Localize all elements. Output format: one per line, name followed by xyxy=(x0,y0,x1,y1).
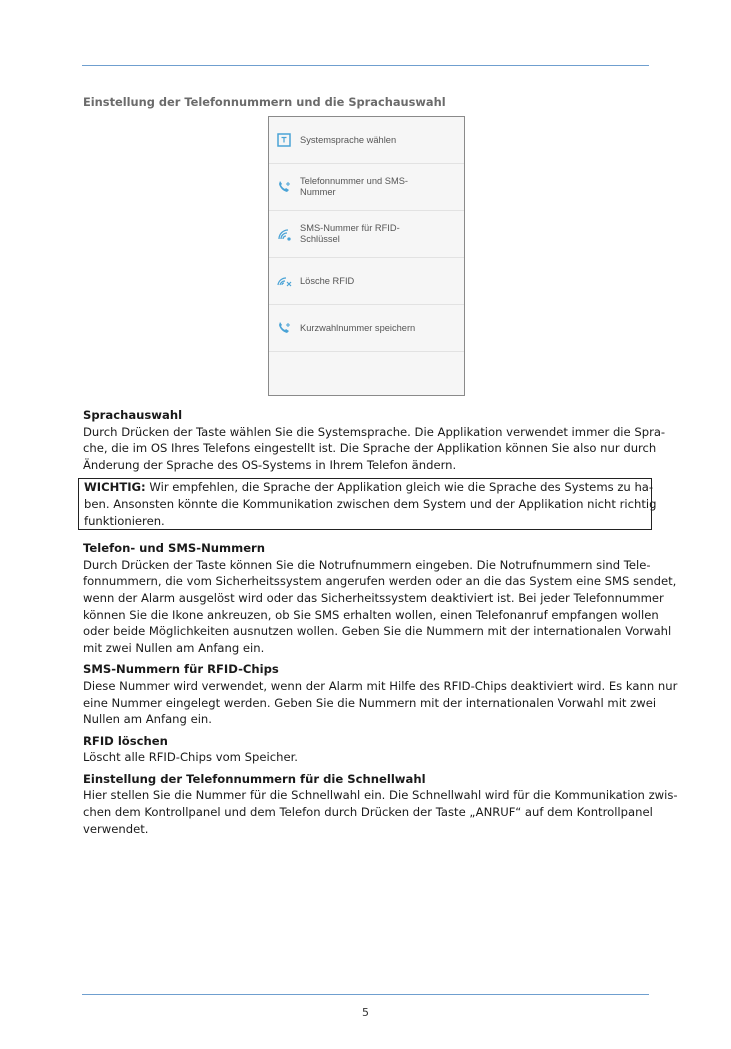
app-menu-screenshot xyxy=(268,116,465,396)
rfid-delete-icon xyxy=(276,273,292,289)
text-line: Löscht alle RFID-Chips vom Speicher. xyxy=(83,750,298,765)
language-icon xyxy=(276,132,292,148)
body-content xyxy=(83,407,678,842)
text-line: chen dem Kontrollpanel und dem Telefon durch Drücken der Taste „ANRUF“ auf dem Kontrollpanel xyxy=(83,805,653,820)
menu-item-label: SMS-Nummer für RFID-Schlüssel xyxy=(300,223,400,244)
text-line: fonnummern, die vom Sicherheitssystem angerufen werden oder an die das System eine SMS sendet, xyxy=(83,574,677,589)
section-title: RFID löschen xyxy=(83,733,168,748)
menu-item-label: Lösche RFID xyxy=(300,275,355,286)
menu-item xyxy=(269,117,464,164)
section xyxy=(83,733,648,766)
phone-add-icon xyxy=(276,320,292,336)
section-title: SMS-Nummern für RFID-Chips xyxy=(83,662,279,677)
text-line: WICHTIG: Wir empfehlen, die Sprache der Applikation gleich wie die Sprache des Systems zu ha- xyxy=(84,480,654,495)
text-line: Änderung der Sprache des OS-Systems in Ihrem Telefon ändern. xyxy=(83,457,457,472)
section-title: Einstellung der Telefonnummern für die Schnellwahl xyxy=(83,771,426,786)
menu-item-label: Systemsprache wählen xyxy=(300,134,397,145)
footer-rule xyxy=(82,994,649,995)
important-note xyxy=(78,478,657,530)
text-line: eine Nummer eingelegt werden. Geben Sie die Nummern mit der internationalen Vorwahl mit zwei xyxy=(83,695,657,710)
header-rule xyxy=(82,65,649,66)
phone-add-icon xyxy=(276,179,292,195)
menu-item xyxy=(269,305,464,352)
section xyxy=(83,540,677,656)
note-label: WICHTIG: xyxy=(84,480,146,495)
rfid-icon xyxy=(276,226,292,242)
section-title: Sprachauswahl xyxy=(83,408,183,422)
text-line: funktionieren. xyxy=(84,513,165,528)
text-line: Nullen am Anfang ein. xyxy=(83,712,212,727)
section xyxy=(83,771,678,837)
page-heading: Einstellung der Telefonnummern und die Sprachauswahl xyxy=(83,95,446,109)
menu-item xyxy=(269,211,464,258)
menu-item-label: Kurzwahlnummer speichern xyxy=(300,322,416,333)
text-line: ben. Ansonsten könnte die Kommunikation zwischen dem System und der Applikation nicht richtig xyxy=(84,496,657,511)
text-line: che, die im OS Ihres Telefons eingestellt ist. Die Sprache der Applikation können Sie also nur durch xyxy=(83,441,657,456)
text-line: können Sie die Ikone ankreuzen, ob Sie SMS erhalten wollen, einen Telefonanruf empfangen wollen xyxy=(83,607,659,622)
section-title: Telefon- und SMS-Nummern xyxy=(83,541,266,556)
text-line: wenn der Alarm ausgelöst wird oder das Sicherheitssystem deaktiviert ist. Bei jeder Telefonnummer xyxy=(83,590,664,605)
text-line: Durch Drücken der Taste wählen Sie die Systemsprache. Die Applikation verwendet immer die Spra- xyxy=(83,424,666,439)
text-line: mit zwei Nullen am Anfang ein. xyxy=(83,640,265,655)
page-number: 5 xyxy=(362,1006,369,1019)
menu-item xyxy=(269,164,464,211)
section xyxy=(83,661,678,727)
text-line: Diese Nummer wird verwendet, wenn der Alarm mit Hilfe des RFID-Chips deaktiviert wird. Es kann nur xyxy=(83,678,678,693)
section xyxy=(83,407,666,473)
text-line: Durch Drücken der Taste können Sie die Notrufnummern eingeben. Die Notrufnummern sind Tele- xyxy=(83,557,651,572)
text-line: Hier stellen Sie die Nummer für die Schnellwahl ein. Die Schnellwahl wird für die Kommunikation zwis- xyxy=(83,788,678,803)
menu-item-label: Telefonnummer und SMS-Nummer xyxy=(300,176,408,197)
menu-item xyxy=(269,258,464,305)
text-line: verwendet. xyxy=(83,821,149,836)
text-line: oder beide Möglichkeiten ausnutzen wollen. Geben Sie die Nummern mit der internationalen Vorwahl xyxy=(83,624,672,639)
